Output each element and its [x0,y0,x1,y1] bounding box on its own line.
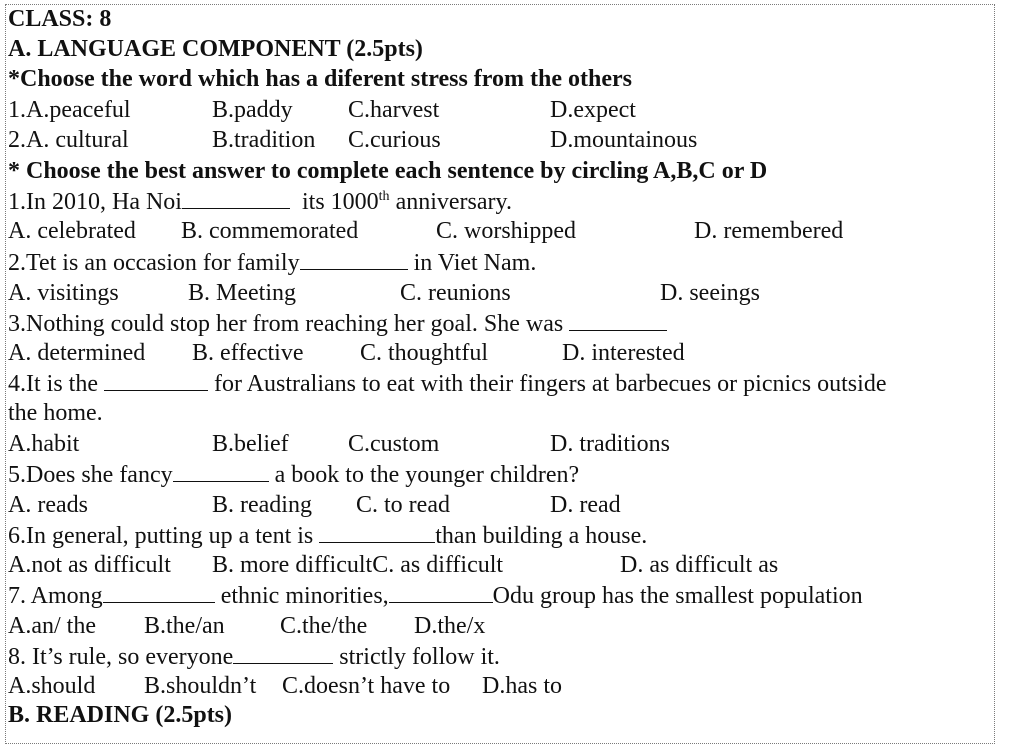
stress-q2-option-d: D.mountainous [550,127,698,153]
mcq-q1-option-b: B. commemorated [181,218,359,244]
mcq-q7-text-before: 7. Among [8,583,103,609]
mcq-q2-text-after: in Viet Nam. [413,250,537,276]
mcq-q5-option-d: D. read [550,492,621,518]
mcq-q3-option-b: B. effective [192,340,304,366]
mcq-q2-blank [300,247,408,270]
mcq-q5-text-after: a book to the younger children? [274,462,580,488]
stress-q1-option-d: D.expect [550,97,636,123]
mcq-q6-option-d: D. as difficult as [620,552,779,578]
mcq-q7-blank-2 [389,580,493,603]
stress-q2-number: 2. [8,127,26,153]
mcq-q6-text-after: than building a house. [435,523,648,549]
mcq-q1-blank [182,186,290,209]
mcq-q4-option-d: D. traditions [550,431,670,457]
mcq-q5-blank [173,459,269,482]
mcq-q4-option-a: A.habit [8,431,80,457]
mcq-q1-text-before: 1.In 2010, Ha Noi [8,189,182,215]
mcq-q4-stem [8,368,886,398]
mcq-q4-option-c: C.custom [348,431,440,457]
mcq-q1-superscript: th [378,189,390,204]
mcq-q1-text-after: anniversary. [389,189,512,215]
mcq-q1-option-d: D. remembered [694,218,844,244]
mcq-q5-stem [8,459,579,489]
mcq-instruction: * Choose the best answer to complete each sentence by circling A,B,C or D [8,158,768,184]
mcq-q8-blank [233,641,333,664]
mcq-q6-stem [8,520,647,550]
stress-q2-option-a: A. cultural [26,127,129,153]
mcq-q7-stem [8,580,863,610]
mcq-q8-option-a: A.should [8,673,96,699]
mcq-q5-option-c: C. to read [356,492,450,518]
mcq-q2-option-a: A. visitings [8,280,119,306]
stress-q1-option-a: A.peaceful [26,97,131,123]
mcq-q4-continuation: the home. [8,400,103,426]
mcq-q8-text-after: strictly follow it. [339,644,500,670]
stress-q1-option-b: B.paddy [212,97,293,123]
mcq-q8-stem [8,641,500,671]
mcq-q4-blank [104,368,208,391]
mcq-q1-stem [8,186,512,216]
mcq-q4-option-b: B.belief [212,431,289,457]
mcq-q3-blank [569,308,667,331]
mcq-q7-option-d: D.the/x [414,613,486,639]
stress-q2-a [8,125,129,155]
mcq-q4-text-after: for Australians to eat with their fingers at barbecues or picnics outside [214,371,887,397]
mcq-q8-option-b: B.shouldn’t [144,673,257,699]
mcq-q7-text-mid: ethnic minorities, [220,583,389,609]
mcq-q3-text-before: 3.Nothing could stop her from reaching her goal. She was [8,311,564,337]
mcq-q8-option-c: C.doesn’t have to [282,673,451,699]
mcq-q5-text-before: 5.Does she fancy [8,462,173,488]
mcq-q8-option-d: D.has to [482,673,562,699]
mcq-q7-option-c: C.the/the [280,613,368,639]
mcq-q3-option-a: A. determined [8,340,146,366]
mcq-q7-text-after: Odu group has the smallest population [492,583,863,609]
mcq-q6-option-a: A.not as difficult [8,552,171,578]
class-label: CLASS: 8 [8,6,112,32]
mcq-q2-text-before: 2.Tet is an occasion for family [8,250,300,276]
mcq-q2-stem [8,247,536,277]
mcq-q8-text-before: 8. It’s rule, so everyone [8,644,234,670]
mcq-q3-stem [8,308,667,338]
stress-instruction: *Choose the word which has a diferent stress from the others [8,66,632,92]
mcq-q3-option-c: C. thoughtful [360,340,489,366]
mcq-q1-text-year: its 1000 [301,189,379,215]
mcq-q3-option-d: D. interested [562,340,685,366]
mcq-q2-option-c: C. reunions [400,280,511,306]
mcq-q7-blank-1 [103,580,215,603]
mcq-q2-option-d: D. seeings [660,280,760,306]
mcq-q4-text-before: 4.It is the [8,371,98,397]
stress-q1-number: 1. [8,97,26,123]
stress-q2-option-c: C.curious [348,127,441,153]
mcq-q1-option-a: A. celebrated [8,218,136,244]
stress-q2-option-b: B.tradition [212,127,316,153]
mcq-q2-option-b: B. Meeting [188,280,296,306]
mcq-q6-blank [319,520,435,543]
mcq-q7-option-a: A.an/ the [8,613,96,639]
stress-q1-option-c: C.harvest [348,97,440,123]
section-a-title: A. LANGUAGE COMPONENT (2.5pts) [8,36,423,62]
stress-q1-a [8,95,131,125]
mcq-q6-text-before: 6.In general, putting up a tent is [8,523,314,549]
section-b-title: B. READING (2.5pts) [8,702,233,728]
mcq-q5-option-a: A. reads [8,492,88,518]
mcq-q7-option-b: B.the/an [144,613,225,639]
mcq-q6-option-b: B. more difficultC. as difficult [212,552,504,578]
mcq-q1-option-c: C. worshipped [436,218,576,244]
mcq-q5-option-b: B. reading [212,492,312,518]
